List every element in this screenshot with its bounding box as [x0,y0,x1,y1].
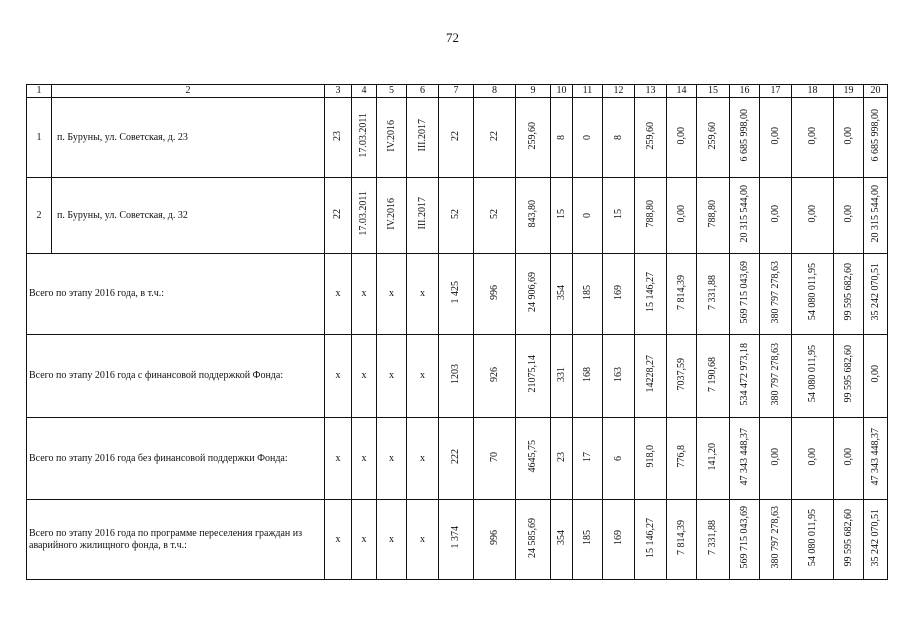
table-cell: 15 [551,178,573,254]
table-cell: 54 080 011,95 [792,335,834,418]
table-cell: 35 242 070,51 [864,254,888,335]
table-cell: x [407,254,439,335]
table-cell: 0,00 [667,178,697,254]
table-cell: 21075,14 [516,335,551,418]
table-cell: III.2017 [407,178,439,254]
table-cell: 22 [474,98,516,178]
table-cell: 4645,75 [516,418,551,500]
column-number: 19 [834,85,864,98]
column-number: 14 [667,85,697,98]
table-cell: 380 797 278,63 [760,254,792,335]
table-cell: III.2017 [407,98,439,178]
column-number-row [27,85,888,98]
table-cell: x [325,335,352,418]
table-cell: x [352,418,377,500]
table-row [27,178,888,254]
table-cell: 0 [573,178,603,254]
table-cell: 0,00 [760,178,792,254]
table-cell: x [352,254,377,335]
table-cell: 6 685 998,00 [730,98,760,178]
column-number: 4 [352,85,377,98]
table-cell: x [377,335,407,418]
table-cell: 54 080 011,95 [792,254,834,335]
table-cell: 354 [551,254,573,335]
table-cell: 1203 [439,335,474,418]
table-cell: 380 797 278,63 [760,335,792,418]
table-cell: 926 [474,335,516,418]
summary-label: Всего по этапу 2016 года с финансовой поддержкой Фонда: [27,335,325,418]
table-cell: 22 [325,178,352,254]
column-number: 12 [603,85,635,98]
table-cell: 7 190,68 [697,335,730,418]
column-number: 20 [864,85,888,98]
table-cell: 22 [439,98,474,178]
column-number: 10 [551,85,573,98]
table-cell: 7 814,39 [667,254,697,335]
table-cell: 47 343 448,37 [864,418,888,500]
column-number: 2 [52,85,325,98]
row-number: 1 [27,98,52,178]
table-cell: 185 [573,500,603,580]
column-number: 15 [697,85,730,98]
table-cell: 0,00 [792,178,834,254]
table-cell: 0,00 [834,418,864,500]
table-cell: 534 472 973,18 [730,335,760,418]
table-cell: 569 715 043,69 [730,500,760,580]
table-cell: 0,00 [760,98,792,178]
table-cell: 14228,27 [635,335,667,418]
table-cell: 6 [603,418,635,500]
table-cell: x [407,335,439,418]
table-cell: 7 331,88 [697,254,730,335]
table-cell: 8 [551,98,573,178]
table-cell: 185 [573,254,603,335]
table-cell: 99 595 682,60 [834,254,864,335]
table-cell: 99 595 682,60 [834,500,864,580]
table-cell: 6 685 998,00 [864,98,888,178]
table-cell: 17 [573,418,603,500]
address-cell: п. Буруны, ул. Советская, д. 32 [52,178,325,254]
address-cell: п. Буруны, ул. Советская, д. 23 [52,98,325,178]
table-cell: 788,80 [635,178,667,254]
table-cell: 24 906,69 [516,254,551,335]
table-cell: 20 315 544,00 [864,178,888,254]
page-number: 72 [446,30,459,45]
table-cell: 169 [603,500,635,580]
table-cell: IV.2016 [377,98,407,178]
column-number: 18 [792,85,834,98]
table-cell: x [325,418,352,500]
column-number: 16 [730,85,760,98]
table-cell: x [377,254,407,335]
table-row [27,98,888,178]
column-number: 1 [27,85,52,98]
table-cell: x [377,418,407,500]
column-number: 11 [573,85,603,98]
column-number: 8 [474,85,516,98]
table-cell: 0,00 [792,98,834,178]
table-cell: IV.2016 [377,178,407,254]
row-number: 2 [27,178,52,254]
table-cell: 996 [474,254,516,335]
table-cell: 24 585,69 [516,500,551,580]
table-cell: x [407,418,439,500]
summary-row [27,418,888,500]
table-cell: 843,80 [516,178,551,254]
table-cell: 788,80 [697,178,730,254]
table-cell: 996 [474,500,516,580]
table-cell: 0,00 [834,98,864,178]
table-cell: 35 242 070,51 [864,500,888,580]
column-number: 7 [439,85,474,98]
summary-label: Всего по этапу 2016 года без финансовой поддержки Фонда: [27,418,325,500]
table-cell: 7 331,88 [697,500,730,580]
table-cell: 70 [474,418,516,500]
column-number: 13 [635,85,667,98]
table-cell: 8 [603,98,635,178]
table-cell: 17.03.2011 [352,98,377,178]
table-cell: 0,00 [760,418,792,500]
table-cell: 1 425 [439,254,474,335]
data-table [26,84,888,580]
table-cell: x [352,335,377,418]
column-number: 6 [407,85,439,98]
table-cell: 141,20 [697,418,730,500]
column-number: 3 [325,85,352,98]
table-cell: 0,00 [667,98,697,178]
table-cell: 52 [474,178,516,254]
summary-row [27,335,888,418]
table-cell: 354 [551,500,573,580]
table-cell: 259,60 [635,98,667,178]
table-cell: 20 315 544,00 [730,178,760,254]
table-cell: 17.03.2011 [352,178,377,254]
table-cell: 380 797 278,63 [760,500,792,580]
table-cell: 0,00 [792,418,834,500]
table-cell: 1 374 [439,500,474,580]
table-cell: 163 [603,335,635,418]
table-cell: x [325,254,352,335]
table-cell: 7037,59 [667,335,697,418]
table-cell: 15 146,27 [635,500,667,580]
table-cell: 169 [603,254,635,335]
table-cell: 0,00 [834,178,864,254]
table-cell: x [352,500,377,580]
table-cell: 23 [551,418,573,500]
table-cell: 168 [573,335,603,418]
table-cell: 331 [551,335,573,418]
table-cell: 918,0 [635,418,667,500]
column-number: 17 [760,85,792,98]
summary-row [27,254,888,335]
table-cell: 54 080 011,95 [792,500,834,580]
table-cell: 259,60 [516,98,551,178]
table-cell: 15 146,27 [635,254,667,335]
table-cell: x [407,500,439,580]
table-cell: 52 [439,178,474,254]
table-cell: 15 [603,178,635,254]
table-cell: 222 [439,418,474,500]
table-cell: 0 [573,98,603,178]
table-cell: x [377,500,407,580]
table-cell: 47 343 448,37 [730,418,760,500]
table-cell: 569 715 043,69 [730,254,760,335]
table-cell: 99 595 682,60 [834,335,864,418]
table-cell: 23 [325,98,352,178]
table-cell: x [325,500,352,580]
table-cell: 776,8 [667,418,697,500]
summary-row [27,500,888,580]
summary-label: Всего по этапу 2016 года по программе переселения граждан из аварийного жилищного фонда, в т.ч.: [27,500,325,580]
table-cell: 0,00 [864,335,888,418]
column-number: 5 [377,85,407,98]
table-cell: 259,60 [697,98,730,178]
summary-label: Всего по этапу 2016 года, в т.ч.: [27,254,325,335]
column-number: 9 [516,85,551,98]
table-cell: 7 814,39 [667,500,697,580]
